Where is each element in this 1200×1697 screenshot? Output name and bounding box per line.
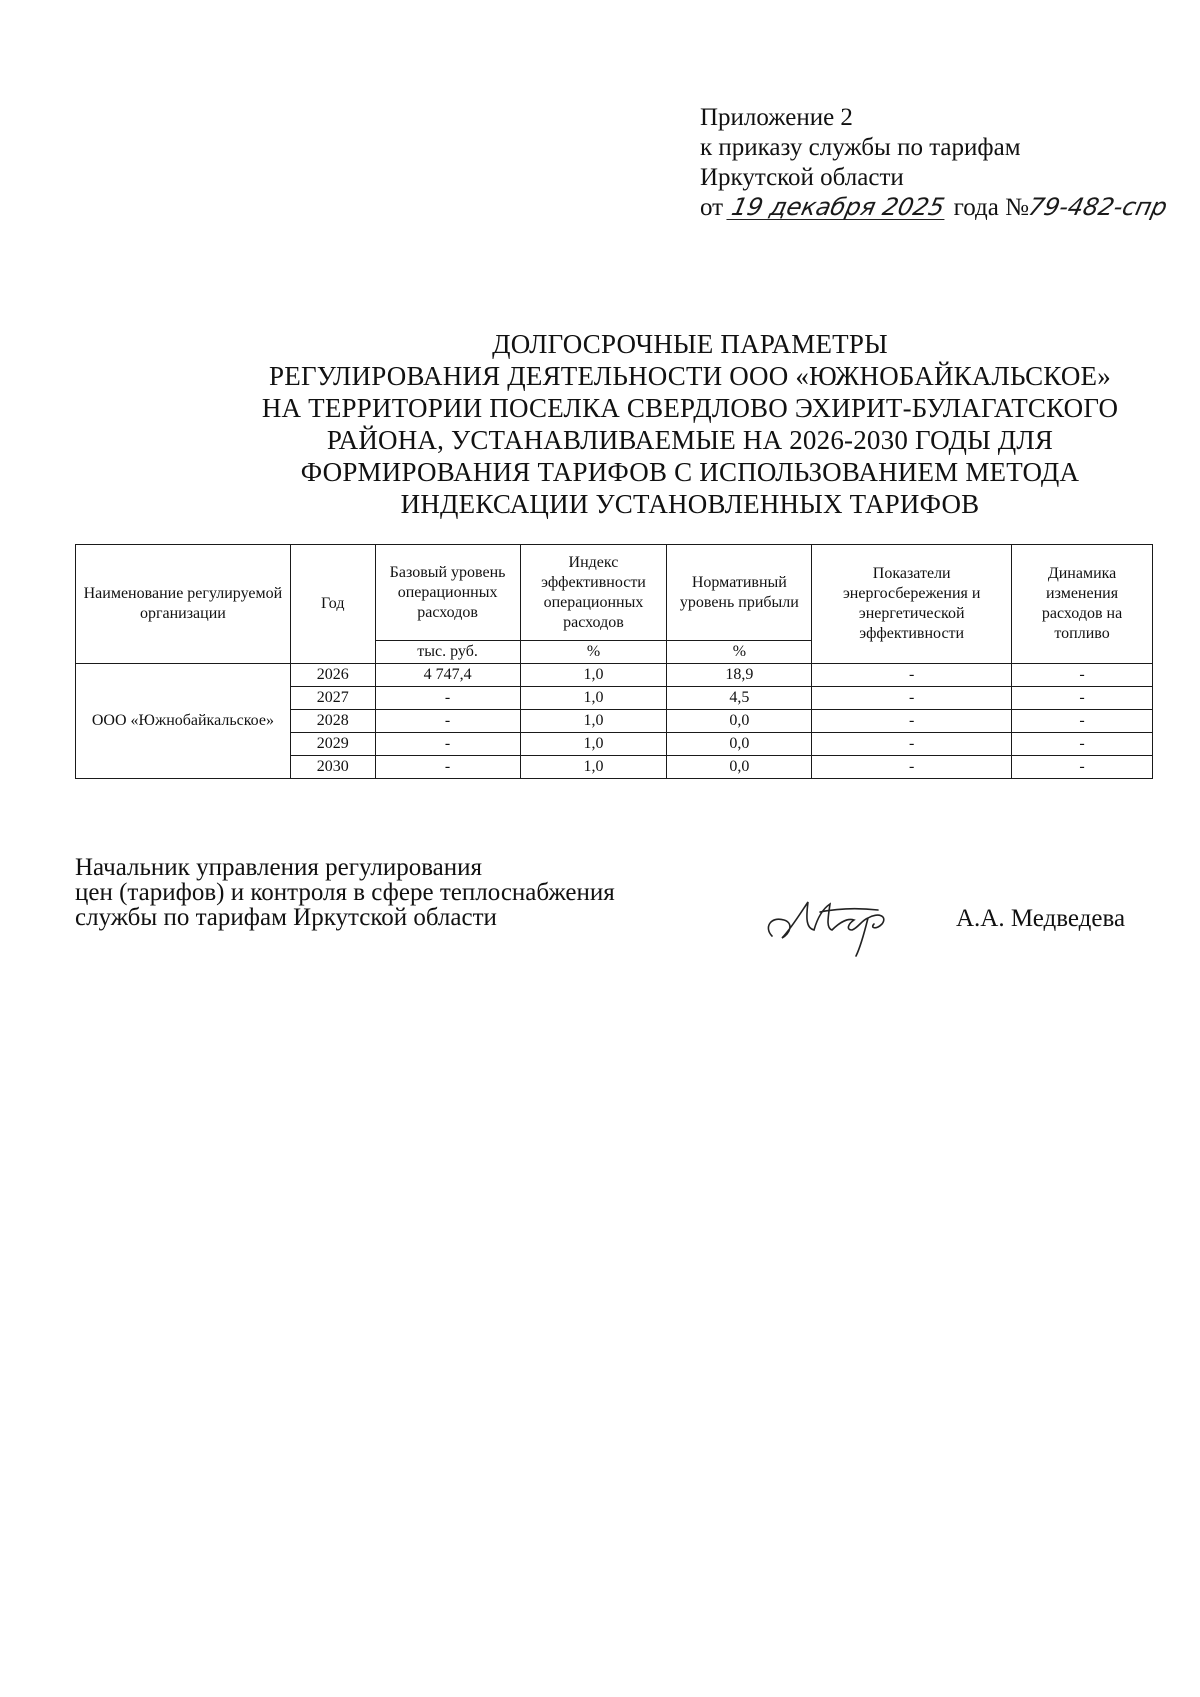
cell-fuel: - (1012, 710, 1153, 733)
cell-norm: 0,0 (667, 756, 812, 779)
signatory-position (75, 855, 615, 930)
cell-year: 2030 (290, 756, 375, 779)
document-title (190, 328, 1190, 520)
cell-index: 1,0 (520, 733, 667, 756)
date-prefix: от (700, 194, 724, 221)
cell-index: 1,0 (520, 664, 667, 687)
position-line-1: Начальник управления регулирования (75, 854, 483, 881)
parameters-table (75, 544, 1153, 779)
appendix-line-1: Приложение 2 (700, 104, 853, 131)
cell-year: 2029 (290, 733, 375, 756)
cell-energy: - (812, 733, 1012, 756)
cell-base: - (375, 687, 520, 710)
cell-fuel: - (1012, 733, 1153, 756)
header-energy-saving: Показатели энергосбережения и энергетической эффективности (812, 545, 1012, 664)
cell-energy: - (812, 710, 1012, 733)
appendix-line-2: к приказу службы по тарифам (700, 134, 1021, 161)
cell-year: 2026 (290, 664, 375, 687)
cell-norm: 0,0 (667, 733, 812, 756)
cell-norm: 18,9 (667, 664, 812, 687)
cell-norm: 0,0 (667, 710, 812, 733)
title-line-5: ФОРМИРОВАНИЯ ТАРИФОВ С ИСПОЛЬЗОВАНИЕМ МЕТОДА (300, 457, 1080, 487)
title-line-3: НА ТЕРРИТОРИИ ПОСЕЛКА СВЕРДЛОВО ЭХИРИТ-БУЛАГАТСКОГО (261, 393, 1119, 423)
handwritten-signature (760, 878, 920, 963)
cell-base: - (375, 756, 520, 779)
cell-index: 1,0 (520, 710, 667, 733)
title-line-6: ИНДЕКСАЦИИ УСТАНОВЛЕННЫХ ТАРИФОВ (400, 489, 980, 519)
header-efficiency-index: Индекс эффективности операционных расходов (520, 545, 667, 641)
title-line-2: РЕГУЛИРОВАНИЯ ДЕЯТЕЛЬНОСТИ ООО «ЮЖНОБАЙКАЛЬСКОЕ» (269, 361, 1111, 391)
title-line-1: ДОЛГОСРОЧНЫЕ ПАРАМЕТРЫ (492, 329, 888, 359)
title-line-4: РАЙОНА, УСТАНАВЛИВАЕМЫЕ НА 2026-2030 ГОДЫ ДЛЯ (326, 425, 1054, 455)
header-base-level: Базовый уровень операционных расходов (375, 545, 520, 641)
header-normative-profit: Нормативный уровень прибыли (667, 545, 812, 641)
cell-index: 1,0 (520, 687, 667, 710)
cell-base: - (375, 710, 520, 733)
table-row (76, 664, 1153, 687)
unit-efficiency-index: % (520, 641, 667, 664)
cell-year: 2028 (290, 710, 375, 733)
cell-fuel: - (1012, 664, 1153, 687)
header-fuel-dynamics: Динамика изменения расходов на топливо (1012, 545, 1153, 664)
cell-norm: 4,5 (667, 687, 812, 710)
appendix-header (700, 103, 1179, 223)
unit-base-level: тыс. руб. (375, 641, 520, 664)
cell-fuel: - (1012, 756, 1153, 779)
position-line-2: цен (тарифов) и контроля в сфере теплоснабжения (75, 879, 615, 906)
cell-year: 2027 (290, 687, 375, 710)
cell-base: 4 747,4 (375, 664, 520, 687)
signer-name: А.А. Медведева (956, 905, 1126, 932)
cell-fuel: - (1012, 687, 1153, 710)
appendix-line-3: Иркутской области (700, 164, 904, 191)
header-year: Год (290, 545, 375, 664)
handwritten-order-number: 79-482-спр (1025, 193, 1170, 221)
unit-normative-profit: % (667, 641, 812, 664)
appendix-date-line (700, 193, 1179, 223)
org-name-cell: ООО «Южнобайкальское» (76, 664, 291, 779)
cell-energy: - (812, 664, 1012, 687)
year-number-label: года № (953, 194, 1029, 221)
cell-base: - (375, 733, 520, 756)
position-line-3: службы по тарифам Иркутской области (75, 904, 497, 931)
cell-index: 1,0 (520, 756, 667, 779)
cell-energy: - (812, 687, 1012, 710)
cell-energy: - (812, 756, 1012, 779)
header-org: Наименование регулируемой организации (76, 545, 291, 664)
handwritten-date: 19 декабря 2025 (727, 195, 950, 220)
